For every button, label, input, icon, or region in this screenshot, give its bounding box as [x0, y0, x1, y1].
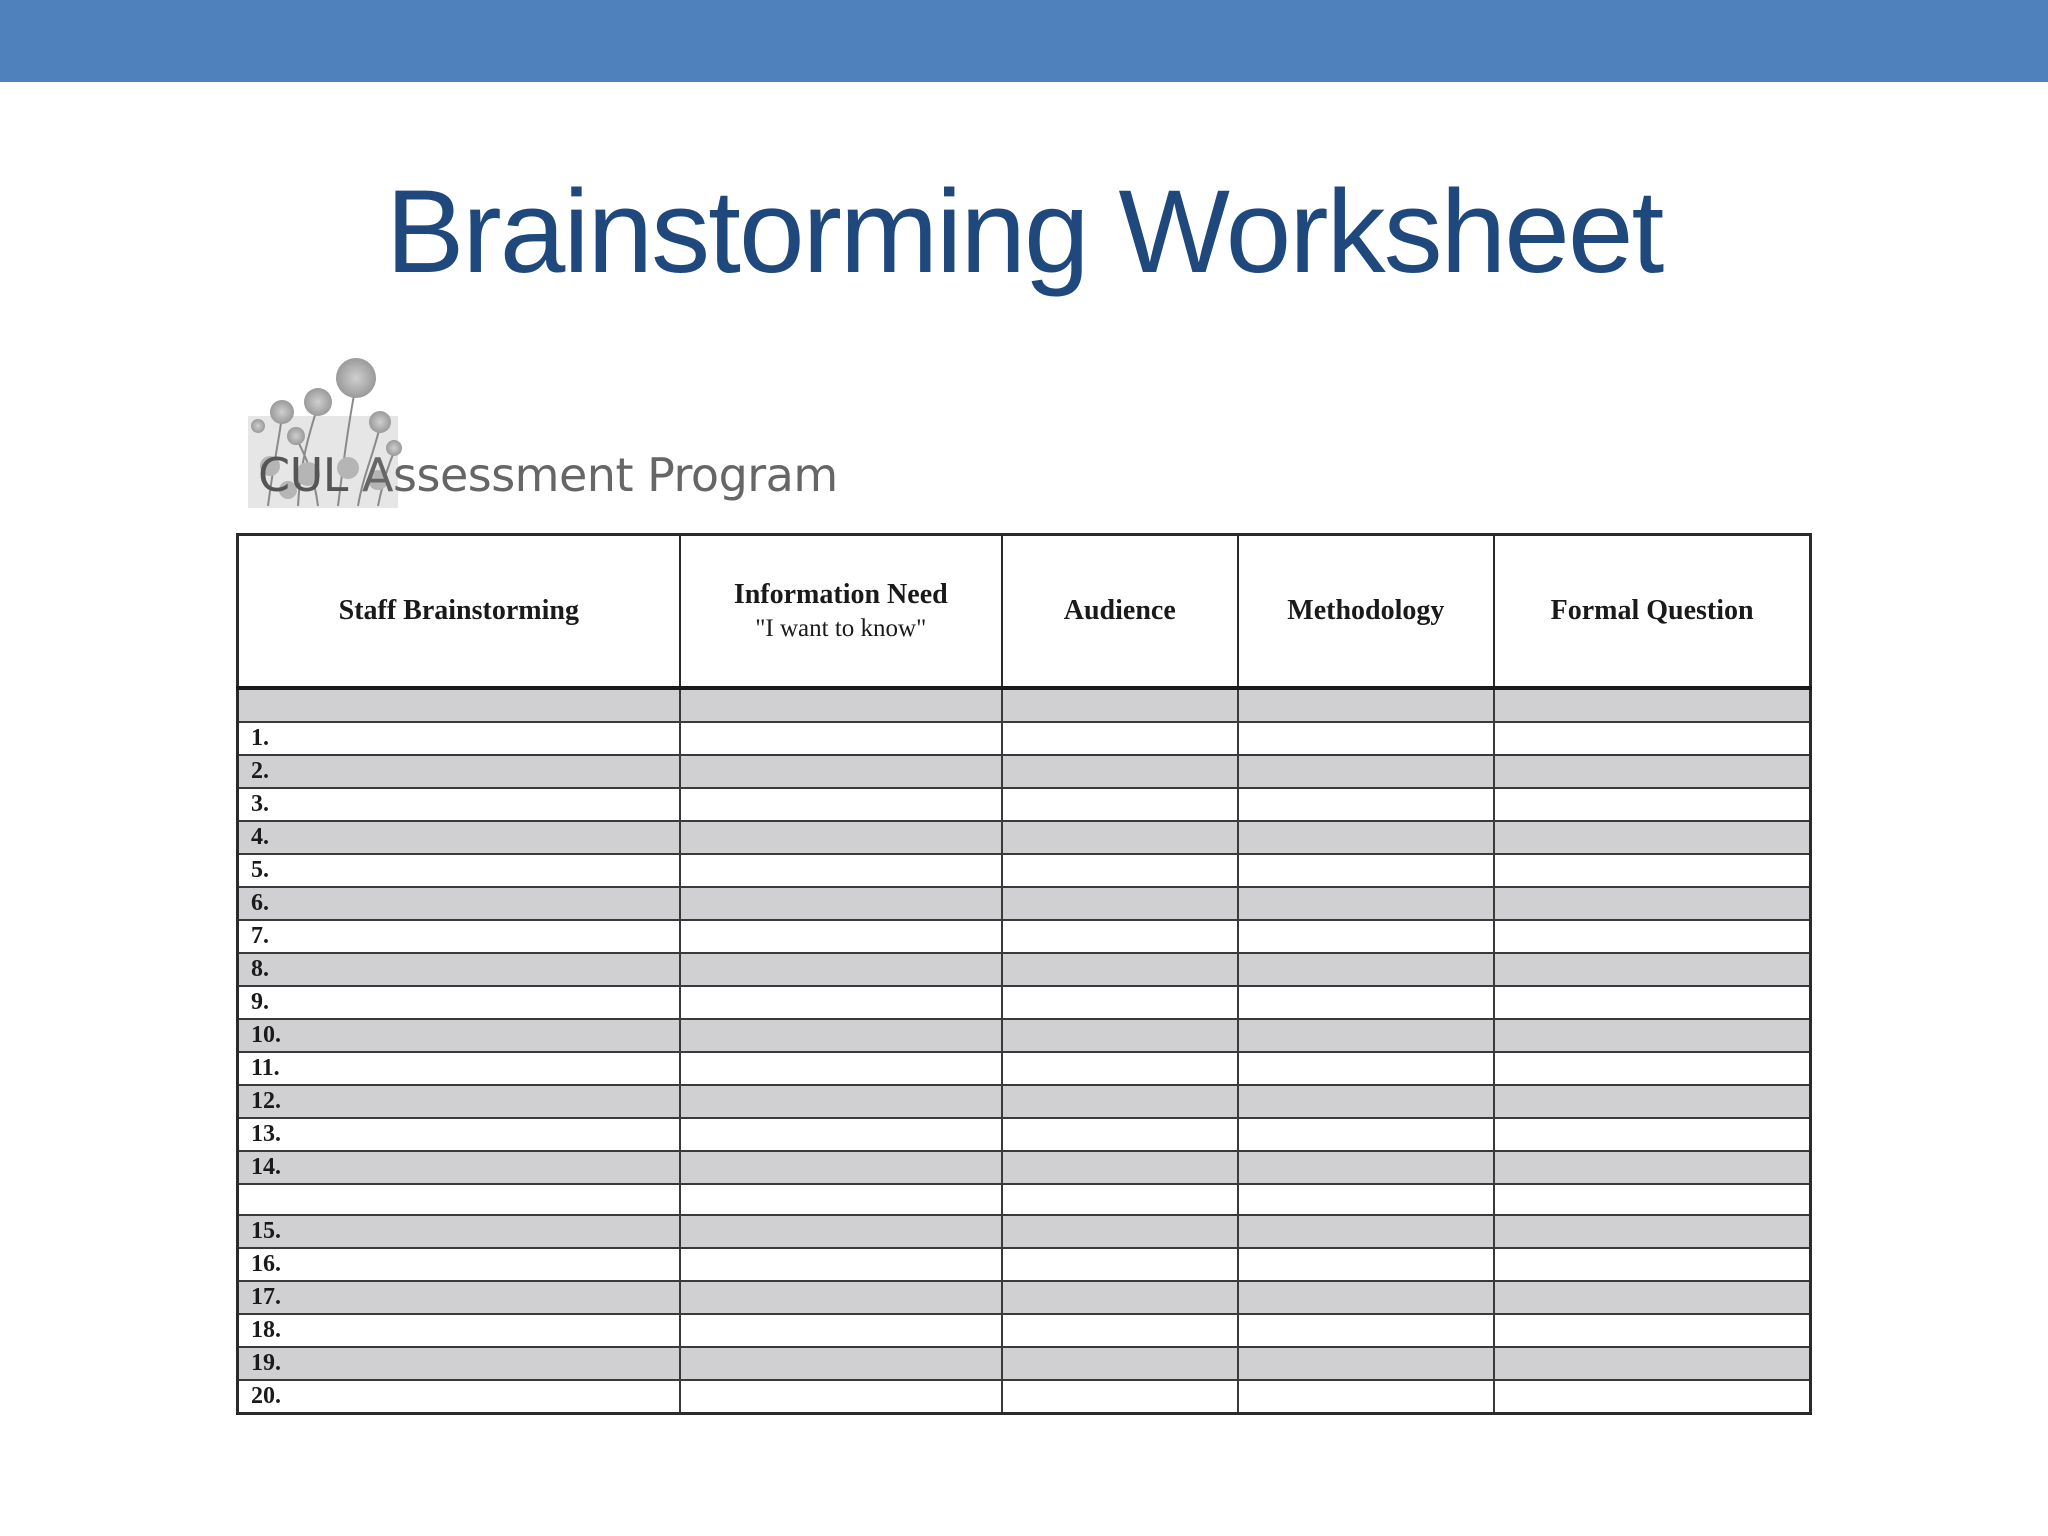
slide-top-bar — [0, 0, 2048, 82]
information-need-cell[interactable] — [680, 1184, 1002, 1215]
header-row — [238, 535, 1811, 689]
information-need-cell[interactable] — [680, 1085, 1002, 1118]
information-need-cell[interactable] — [680, 920, 1002, 953]
information-need-cell[interactable] — [680, 821, 1002, 854]
audience-cell[interactable] — [1002, 854, 1238, 887]
methodology-cell[interactable] — [1238, 920, 1495, 953]
audience-cell[interactable] — [1002, 1215, 1238, 1248]
row-number-cell[interactable]: 16. — [238, 1248, 680, 1281]
information-need-cell[interactable] — [680, 1019, 1002, 1052]
table-row — [238, 1151, 1811, 1184]
methodology-cell[interactable] — [1238, 1380, 1495, 1414]
table-row — [238, 755, 1811, 788]
methodology-cell[interactable] — [1238, 887, 1495, 920]
row-number-cell[interactable]: 15. — [238, 1215, 680, 1248]
row-number-cell[interactable]: 3. — [238, 788, 680, 821]
row-number-cell[interactable]: 12. — [238, 1085, 680, 1118]
table-row — [238, 722, 1811, 755]
table-row — [238, 1380, 1811, 1414]
row-number-cell[interactable] — [238, 1184, 680, 1215]
header-label: Staff Brainstorming — [338, 595, 579, 626]
information-need-cell[interactable] — [680, 1151, 1002, 1184]
table-row — [238, 986, 1811, 1019]
formal-question-cell[interactable] — [1494, 1281, 1810, 1314]
formal-question-cell[interactable] — [1494, 821, 1810, 854]
header-information-need — [680, 535, 1002, 689]
formal-question-cell[interactable] — [1494, 1215, 1810, 1248]
formal-question-cell[interactable] — [1494, 1151, 1810, 1184]
audience-cell[interactable] — [1002, 953, 1238, 986]
table-row — [238, 1019, 1811, 1052]
table-row — [238, 1118, 1811, 1151]
table-row — [238, 854, 1811, 887]
audience-cell[interactable] — [1002, 821, 1238, 854]
information-need-cell[interactable] — [680, 1314, 1002, 1347]
logo-text-cul: CUL — [258, 448, 348, 502]
audience-cell[interactable] — [1002, 1118, 1238, 1151]
formal-question-cell[interactable] — [1494, 1118, 1810, 1151]
brainstorming-worksheet-table — [236, 533, 1812, 1415]
formal-question-cell[interactable] — [1494, 722, 1810, 755]
audience-cell[interactable] — [1002, 1248, 1238, 1281]
methodology-cell[interactable] — [1238, 755, 1495, 788]
methodology-cell[interactable] — [1238, 1281, 1495, 1314]
row-number-cell[interactable]: 20. — [238, 1380, 680, 1414]
methodology-cell[interactable] — [1238, 1248, 1495, 1281]
table-row — [238, 1347, 1811, 1380]
row-number-cell[interactable]: 4. — [238, 821, 680, 854]
table-row — [238, 1184, 1811, 1215]
methodology-cell[interactable] — [1238, 788, 1495, 821]
header-audience — [1002, 535, 1238, 689]
logo-text-rest: Assessment Program — [347, 448, 838, 502]
methodology-cell[interactable] — [1238, 1052, 1495, 1085]
methodology-cell[interactable] — [1238, 1347, 1495, 1380]
table-row — [238, 1314, 1811, 1347]
audience-cell[interactable] — [1002, 1151, 1238, 1184]
row-number-cell[interactable]: 10. — [238, 1019, 680, 1052]
row-number-cell[interactable]: 17. — [238, 1281, 680, 1314]
information-need-cell[interactable] — [680, 722, 1002, 755]
methodology-cell[interactable] — [1238, 1085, 1495, 1118]
header-label: Methodology — [1287, 595, 1445, 626]
audience-cell[interactable] — [1002, 920, 1238, 953]
information-need-cell[interactable] — [680, 755, 1002, 788]
table-row — [238, 1215, 1811, 1248]
row-number-cell[interactable]: 7. — [238, 920, 680, 953]
information-need-cell[interactable] — [680, 1118, 1002, 1151]
formal-question-cell[interactable] — [1494, 1085, 1810, 1118]
audience-cell[interactable] — [1002, 1314, 1238, 1347]
formal-question-cell[interactable] — [1494, 854, 1810, 887]
audience-cell[interactable] — [1002, 1085, 1238, 1118]
table-row — [238, 887, 1811, 920]
audience-cell[interactable] — [1002, 1019, 1238, 1052]
formal-question-cell[interactable] — [1494, 1019, 1810, 1052]
audience-cell[interactable] — [1002, 722, 1238, 755]
methodology-cell[interactable] — [1238, 722, 1495, 755]
formal-question-cell[interactable] — [1494, 986, 1810, 1019]
row-number-cell[interactable]: 5. — [238, 854, 680, 887]
information-need-cell[interactable] — [680, 788, 1002, 821]
row-number-cell[interactable]: 1. — [238, 722, 680, 755]
row-number-cell[interactable]: 13. — [238, 1118, 680, 1151]
table-row — [238, 1052, 1811, 1085]
cul-assessment-logo — [248, 356, 848, 508]
row-number-cell[interactable]: 18. — [238, 1314, 680, 1347]
header-staff-brainstorming — [238, 535, 680, 689]
methodology-cell[interactable] — [1238, 1215, 1495, 1248]
row-number-cell[interactable]: 19. — [238, 1347, 680, 1380]
logo-text — [258, 448, 838, 502]
formal-question-cell[interactable] — [1494, 1314, 1810, 1347]
formal-question-cell[interactable] — [1494, 688, 1810, 722]
formal-question-cell[interactable] — [1494, 1248, 1810, 1281]
header-methodology — [1238, 535, 1495, 689]
row-number-cell[interactable]: 6. — [238, 887, 680, 920]
slide-title: Brainstorming Worksheet — [385, 166, 1663, 298]
formal-question-cell[interactable] — [1494, 788, 1810, 821]
formal-question-cell[interactable] — [1494, 953, 1810, 986]
information-need-cell[interactable] — [680, 1052, 1002, 1085]
information-need-cell[interactable] — [680, 986, 1002, 1019]
formal-question-cell[interactable] — [1494, 1347, 1810, 1380]
audience-cell[interactable] — [1002, 887, 1238, 920]
row-number-cell[interactable]: 11. — [238, 1052, 680, 1085]
audience-cell[interactable] — [1002, 1052, 1238, 1085]
header-label: Audience — [1063, 595, 1176, 626]
formal-question-cell[interactable] — [1494, 1184, 1810, 1215]
table-row — [238, 788, 1811, 821]
information-need-cell[interactable] — [680, 887, 1002, 920]
methodology-cell[interactable] — [1238, 1314, 1495, 1347]
formal-question-cell[interactable] — [1494, 1380, 1810, 1414]
audience-cell[interactable] — [1002, 1281, 1238, 1314]
audience-cell[interactable] — [1002, 788, 1238, 821]
formal-question-cell[interactable] — [1494, 920, 1810, 953]
audience-cell[interactable] — [1002, 1347, 1238, 1380]
audience-cell[interactable] — [1002, 1184, 1238, 1215]
table-row — [238, 920, 1811, 953]
information-need-cell[interactable] — [680, 1248, 1002, 1281]
row-number-cell[interactable]: 9. — [238, 986, 680, 1019]
table-row — [238, 1085, 1811, 1118]
row-number-cell[interactable] — [238, 688, 680, 722]
header-formal-question — [1494, 535, 1810, 689]
methodology-cell[interactable] — [1238, 688, 1495, 722]
formal-question-cell[interactable] — [1494, 1052, 1810, 1085]
information-need-cell[interactable] — [680, 1347, 1002, 1380]
methodology-cell[interactable] — [1238, 1019, 1495, 1052]
information-need-cell[interactable] — [680, 953, 1002, 986]
audience-cell[interactable] — [1002, 1380, 1238, 1414]
methodology-cell[interactable] — [1238, 953, 1495, 986]
formal-question-cell[interactable] — [1494, 887, 1810, 920]
header-label: Formal Question — [1550, 595, 1754, 626]
row-number-cell[interactable]: 2. — [238, 755, 680, 788]
audience-cell[interactable] — [1002, 986, 1238, 1019]
table-row — [238, 688, 1811, 722]
information-need-cell[interactable] — [680, 688, 1002, 722]
table-row — [238, 953, 1811, 986]
row-number-cell[interactable]: 14. — [238, 1151, 680, 1184]
methodology-cell[interactable] — [1238, 1118, 1495, 1151]
row-number-cell[interactable]: 8. — [238, 953, 680, 986]
information-need-cell[interactable] — [680, 854, 1002, 887]
information-need-cell[interactable] — [680, 1215, 1002, 1248]
audience-cell[interactable] — [1002, 688, 1238, 722]
methodology-cell[interactable] — [1238, 1151, 1495, 1184]
methodology-cell[interactable] — [1238, 986, 1495, 1019]
audience-cell[interactable] — [1002, 755, 1238, 788]
table-row — [238, 821, 1811, 854]
table-row — [238, 1281, 1811, 1314]
header-sublabel: "I want to know" — [755, 615, 927, 642]
table-row — [238, 1248, 1811, 1281]
methodology-cell[interactable] — [1238, 1184, 1495, 1215]
formal-question-cell[interactable] — [1494, 755, 1810, 788]
methodology-cell[interactable] — [1238, 854, 1495, 887]
information-need-cell[interactable] — [680, 1380, 1002, 1414]
methodology-cell[interactable] — [1238, 821, 1495, 854]
header-label: Information Need — [733, 579, 948, 610]
information-need-cell[interactable] — [680, 1281, 1002, 1314]
